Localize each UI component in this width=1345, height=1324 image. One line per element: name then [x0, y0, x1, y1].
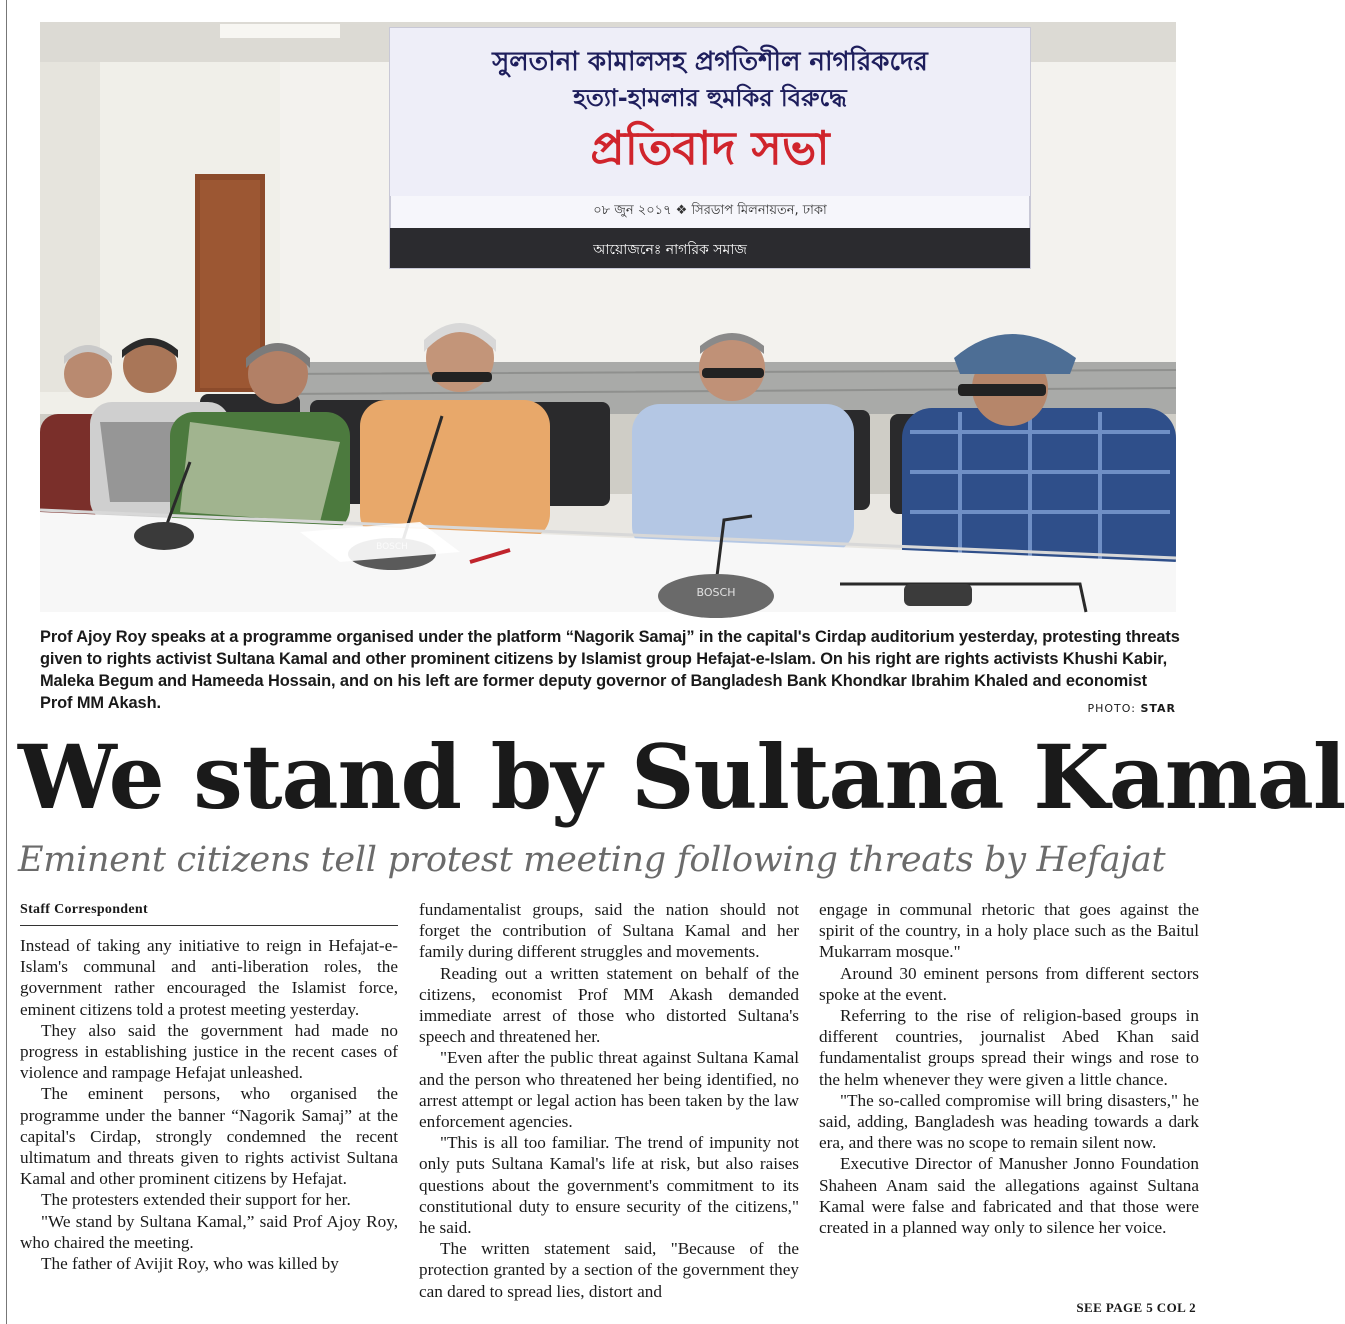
- banner-date-venue: ০৮ জুন ২০১৭ ❖ সিরডাপ মিলনায়তন, ঢাকা: [593, 203, 827, 218]
- article-column-2: [419, 899, 799, 1302]
- news-photo: [40, 22, 1176, 612]
- paragraph: "Even after the public threat against Sultana Kamal and the person who threatened her being identified, no arrest attempt or legal action has been taken by the law enforcement agencies.: [419, 1048, 799, 1132]
- paragraph: engage in communal rhetoric that goes against the spirit of the country, in a holy place such as the Baitul Mukarram mosque.": [819, 900, 1199, 962]
- paragraph: Instead of taking any initiative to reign in Hefajat-e-Islam's communal and anti-liberation roles, the government rather encouraged the Islamist force, eminent citizens told a protest meeting yesterday.: [20, 936, 398, 1019]
- paragraph: Referring to the rise of religion-based groups in different countries, journalist Abed Khan said fundamentalist groups spread their wings and rose to the helm whenever they were given a little chance.: [819, 1006, 1199, 1089]
- paragraph: Reading out a written statement on behalf of the citizens, economist Prof MM Akash demanded immediate arrest of those who distorted Sultana's speech and threatened her.: [419, 963, 799, 1047]
- headline: We stand by Sultana Kamal: [18, 725, 1345, 829]
- event-banner: [390, 28, 1030, 268]
- paragraph: "We stand by Sultana Kamal,” said Prof Ajoy Roy, who chaired the meeting.: [20, 1211, 398, 1252]
- paragraph: They also said the government had made no progress in establishing justice in the recent cases of violence and rampage Hefajat unleashed.: [20, 1020, 398, 1083]
- paragraph: The protesters extended their support for her.: [41, 1190, 351, 1210]
- photo-credit-name: STAR: [1140, 702, 1176, 715]
- banner-title: প্রতিবাদ সভা: [590, 121, 830, 175]
- photo-credit: [1087, 702, 1176, 715]
- photo-credit-prefix: PHOTO:: [1087, 702, 1141, 715]
- byline-rule: [20, 925, 398, 926]
- paragraph: fundamentalist groups, said the nation should not forget the contribution of Sultana Kamal and her family during different struggles and movements.: [419, 900, 799, 962]
- photo-caption: Prof Ajoy Roy speaks at a programme organised under the platform “Nagorik Samaj” in the capital's Cirdap auditorium yesterday, protesting threats given to rights activist Sultana Kamal and other prominent citizens by Islamist group Hefajat-e-Islam. On his right are rights activists Khushi Kabir, Maleka Begum and Hameeda Hossain, and on his left are former deputy governor of Bangladesh Bank Khondkar Ibrahim Khaled and economist Prof MM Akash.: [40, 628, 1180, 712]
- byline: Staff Correspondent: [20, 902, 148, 917]
- banner-line-1: সুলতানা কামালসহ প্রগতিশীল নাগরিকদের: [492, 47, 928, 77]
- paragraph: The eminent persons, who organised the programme under the banner “Nagorik Samaj” at the capital's Cirdap, strongly condemned the recent ultimatum and threats given to rights activist Sultana Kamal and other prominent citizens by Hefajat.: [20, 1084, 398, 1189]
- article-column-3: [819, 899, 1199, 1238]
- page-left-rule: [6, 0, 7, 1324]
- subheadline: Eminent citizens tell protest meeting following threats by Hefajat: [18, 840, 1166, 880]
- mic-brand-2: BOSCH: [696, 586, 736, 599]
- article-column-1: [20, 935, 398, 1324]
- paragraph: Around 30 eminent persons from different sectors spoke at the event.: [819, 963, 1199, 1004]
- paragraph: Executive Director of Manusher Jonno Foundation Shaheen Anam said the allegations against Sultana Kamal were false and fabricated and that those were created in a planned way only to silence her voice.: [819, 1154, 1199, 1238]
- banner-line-2: হত্যা-হামলার হুমকির বিরুদ্ধে: [573, 84, 847, 112]
- continued-jump-line[interactable]: SEE PAGE 5 COL 2: [1076, 1300, 1196, 1315]
- paragraph: The written statement said, "Because of the protection granted by a section of the government they can dared to spread lies, distort and: [419, 1239, 799, 1301]
- paragraph: "The so-called compromise will bring disasters," he said, adding, Bangladesh was heading towards a dark era, and there was no scope to remain silent now.: [819, 1090, 1199, 1153]
- banner-organizer: আয়োজনেঃ নাগরিক সমাজ: [593, 242, 747, 258]
- paragraph: "This is all too familiar. The trend of impunity not only puts Sultana Kamal's life at risk, but also raises questions about the government's commitment to its constitutional duty to ensure security of the citizens," he said.: [419, 1133, 799, 1238]
- paragraph: The father of Avijit Roy, who was killed by: [41, 1254, 339, 1274]
